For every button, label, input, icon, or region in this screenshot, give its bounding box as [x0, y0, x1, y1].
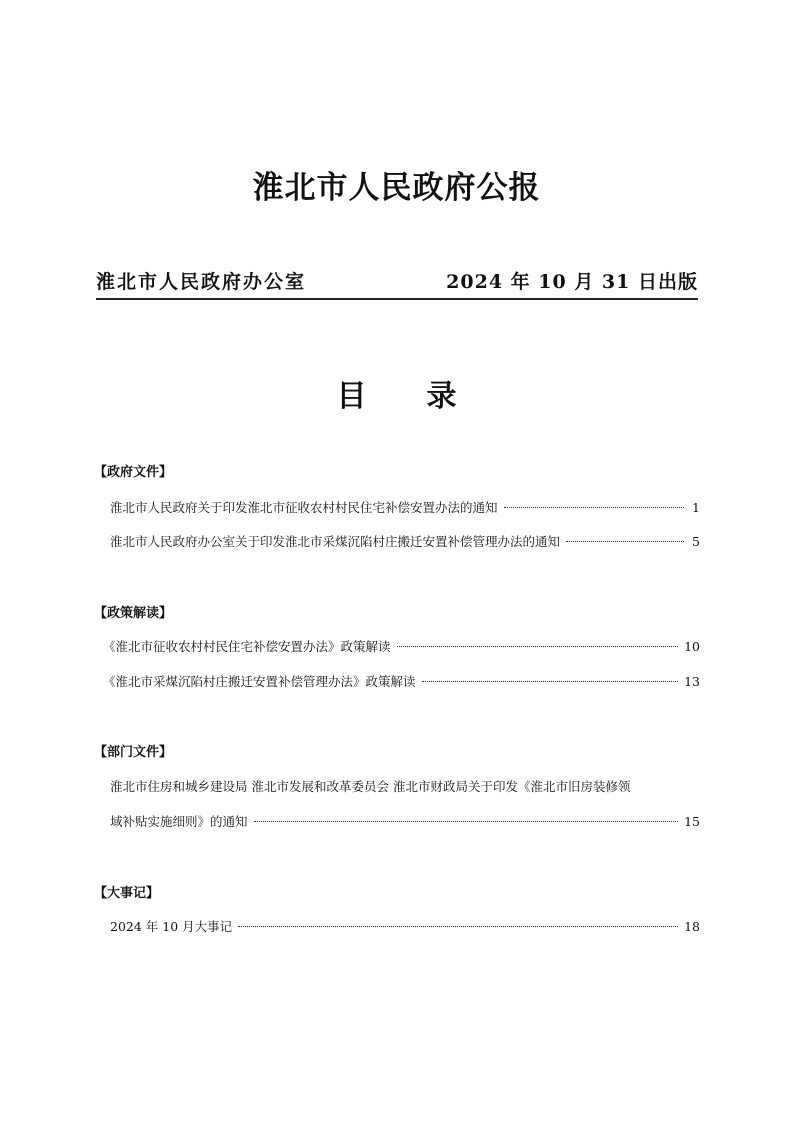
publication-date: 2024 年 10 月 31 日出版: [446, 271, 698, 293]
section-title-chronicle: 【大事记】: [94, 886, 160, 901]
toc-entry-text: 《淮北市征收农村村民住宅补偿安置办法》政策解读: [103, 639, 391, 654]
toc-page-number: 18: [684, 919, 700, 934]
dot-leader: [566, 541, 684, 542]
section-title-department-documents: 【部门文件】: [94, 745, 173, 760]
toc-entry[interactable]: [110, 917, 700, 937]
toc-page-number: 1: [692, 500, 700, 515]
toc-entry[interactable]: [110, 498, 700, 518]
dot-leader: [422, 681, 679, 682]
toc-page-number: 15: [684, 814, 700, 829]
toc-entry[interactable]: [110, 532, 700, 552]
dot-leader: [504, 507, 684, 508]
publisher: 淮北市人民政府办公室: [96, 271, 307, 293]
toc-page-number: 10: [684, 639, 700, 654]
toc-page-number: 13: [684, 674, 700, 689]
section-title-government-documents: 【政府文件】: [94, 465, 173, 480]
toc-entry-text: 域补贴实施细则》的通知: [110, 814, 248, 829]
toc-entry[interactable]: [103, 672, 700, 692]
toc-heading: 目录: [336, 379, 517, 414]
dot-leader: [397, 646, 679, 647]
masthead: [96, 264, 698, 300]
toc-entry-text-line1[interactable]: 淮北市住房和城乡建设局 淮北市发展和改革委员会 淮北市财政局关于印发《淮北市旧房装修领: [110, 779, 631, 794]
toc-entry-text: 《淮北市采煤沉陷村庄搬迁安置补偿管理办法》政策解读: [103, 674, 416, 689]
toc-entry-text: 淮北市人民政府关于印发淮北市征收农村村民住宅补偿安置办法的通知: [110, 500, 498, 515]
toc-entry[interactable]: [110, 812, 700, 832]
bulletin-title: 淮北市人民政府公报: [252, 170, 541, 206]
toc-entry-text: 2024 年 10 月大事记: [110, 919, 233, 934]
toc-entry-text: 淮北市人民政府办公室关于印发淮北市采煤沉陷村庄搬迁安置补偿管理办法的通知: [110, 534, 561, 549]
dot-leader: [254, 821, 679, 822]
toc-entry[interactable]: [103, 637, 700, 657]
toc-page-number: 5: [692, 534, 700, 549]
section-title-policy-interpretation: 【政策解读】: [94, 606, 173, 621]
dot-leader: [238, 926, 678, 927]
